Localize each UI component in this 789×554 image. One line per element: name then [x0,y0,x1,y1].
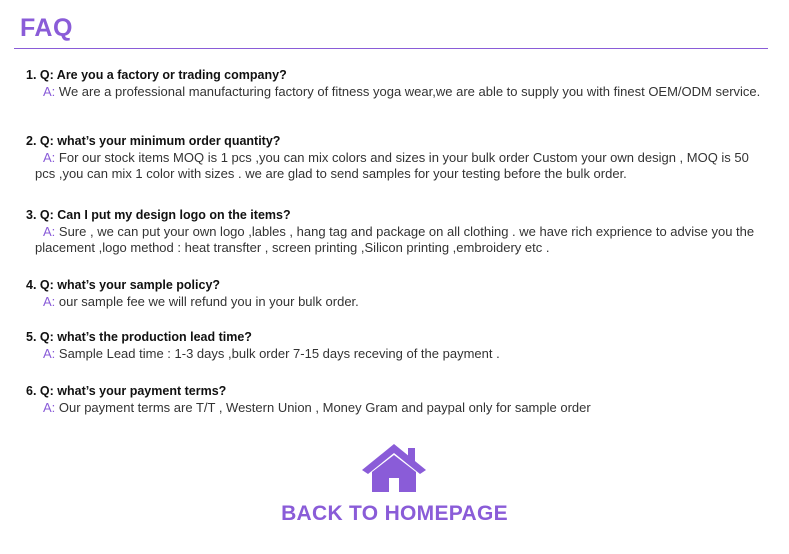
answer-text: our sample fee we will refund you in your bulk order. [55,294,359,309]
faq-answer [35,84,770,100]
faq-answer [35,346,770,362]
answer-text: For our stock items MOQ is 1 pcs ,you can mix colors and sizes in your bulk order Custom your own design , MOQ is 50 pcs ,you can mix 1 color with sizes . we are glad to send samples for your testing before the bulk order. [35,150,749,181]
faq-answer [35,400,770,416]
answer-text: Sure , we can put your own logo ,lables , hang tag and package on all clothing . we have rich exprience to advise you the placement ,logo method : heat transfter , screen printing ,Silicon printing ,embroidery etc . [35,224,755,255]
faq-question: 4. Q: what’s your sample policy? [26,278,221,292]
faq-title: FAQ [20,14,73,42]
answer-label: A: [43,224,56,239]
home-icon[interactable] [362,442,426,494]
answer-text: Our payment terms are T/T , Western Union , Money Gram and paypal only for sample order [55,400,591,415]
answer-text: We are a professional manufacturing factory of fitness yoga wear,we are able to supply you with finest OEM/ODM service. [55,84,761,99]
answer-label: A: [43,150,56,165]
faq-answer [35,224,770,256]
faq-question: 5. Q: what’s the production lead time? [26,330,252,344]
faq-question: 2. Q: what’s your minimum order quantity? [26,134,281,148]
answer-label: A: [43,400,56,415]
faq-answer [35,150,770,182]
answer-label: A: [43,346,56,361]
back-to-homepage-link[interactable]: BACK TO HOMEPAGE [281,502,508,525]
faq-question: 3. Q: Can I put my design logo on the items? [26,208,291,222]
faq-question: 1. Q: Are you a factory or trading company? [26,68,287,82]
answer-text: Sample Lead time : 1-3 days ,bulk order 7-15 days receving of the payment . [55,346,500,361]
answer-label: A: [43,294,56,309]
faq-answer [35,294,770,310]
faq-question: 6. Q: what’s your payment terms? [26,384,227,398]
answer-label: A: [43,84,56,99]
